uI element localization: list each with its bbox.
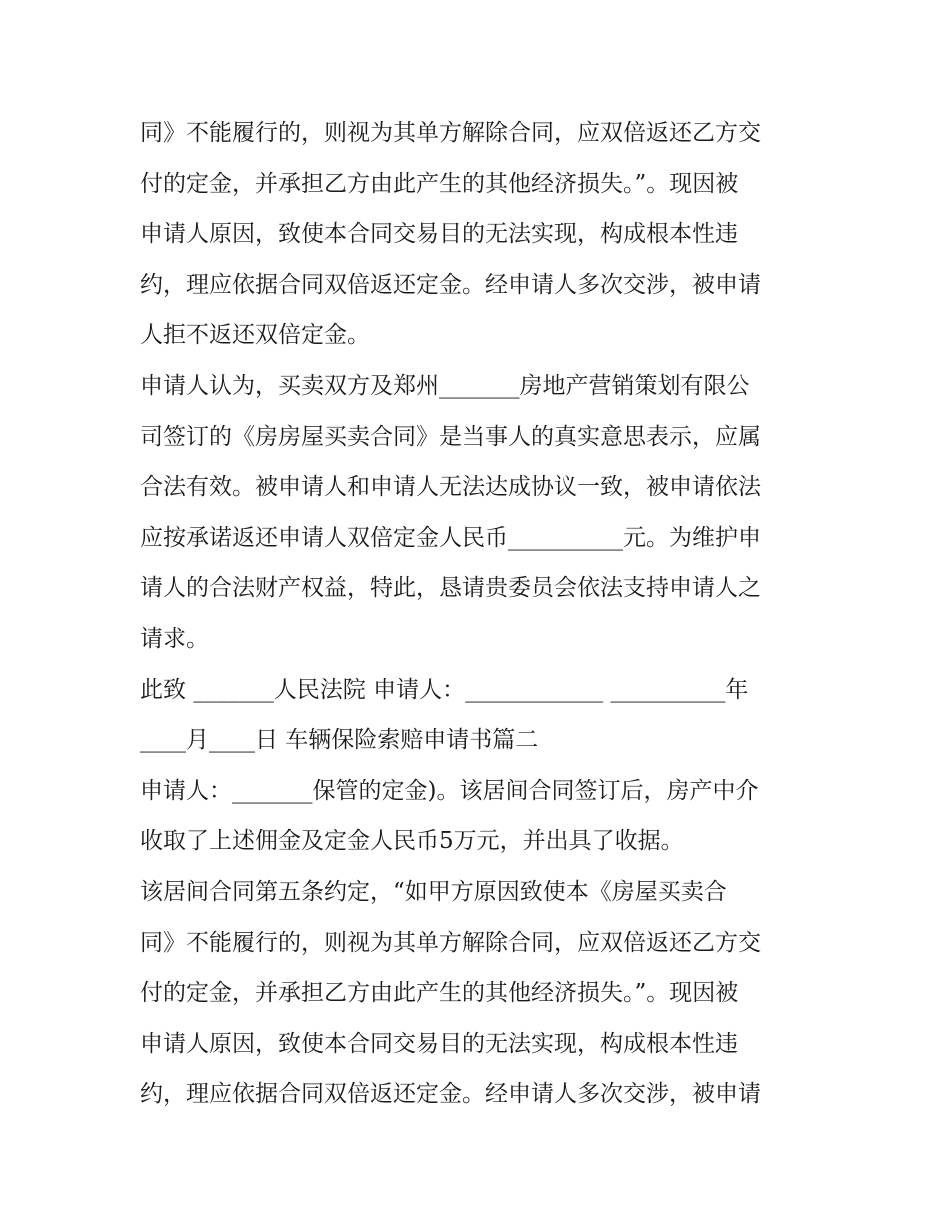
text-line: 约，理应依据合同双倍返还定金。经申请人多次交涉，被申请 — [140, 1081, 761, 1108]
text-line: 该居间合同第五条约定，“如甲方原因致使本《房屋买卖合 — [140, 878, 727, 905]
text-line: 付的定金，并承担乙方由此产生的其他经济损失。”。现因被 — [140, 170, 739, 197]
document-body — [140, 108, 820, 1120]
text-line: 应按承诺返还申请人双倍定金人民币__________元。为维护申 — [140, 524, 761, 551]
text-line: 人拒不返还双倍定金。 — [140, 322, 370, 349]
text-line: 司签订的《房房屋买卖合同》是当事人的真实意思表示，应属 — [140, 423, 761, 450]
text-line: 合法有效。被申请人和申请人无法达成协议一致，被申请依法 — [140, 474, 761, 501]
text-line: ____月____日 车辆保险索赔申请书篇二 — [140, 727, 539, 754]
text-line: 收取了上述佣金及定金人民币5万元，并出具了收据。 — [140, 828, 684, 855]
text-line: 约，理应依据合同双倍返还定金。经申请人多次交涉，被申请 — [140, 271, 761, 298]
text-line: 付的定金，并承担乙方由此产生的其他经济损失。”。现因被 — [140, 980, 739, 1007]
text-line: 同》不能履行的，则视为其单方解除合同，应双倍返还乙方交 — [140, 120, 761, 146]
text-line: 请求。 — [140, 625, 209, 652]
text-line: 此致 _______人民法院 申请人：____________ __________年 — [140, 676, 749, 703]
text-line: 申请人原因，致使本合同交易目的无法实现，构成根本性违 — [140, 221, 738, 248]
text-line: 申请人认为，买卖双方及郑州_______房地产营销策划有限公 — [140, 372, 750, 399]
text-line: 申请人：_______保管的定金)。该居间合同签订后，房产中介 — [140, 777, 759, 804]
text-line: 同》不能履行的，则视为其单方解除合同，应双倍返还乙方交 — [140, 929, 761, 956]
text-line: 申请人原因，致使本合同交易目的无法实现，构成根本性违 — [140, 1030, 738, 1057]
text-line: 请人的合法财产权益，特此，恳请贵委员会依法支持申请人之 — [140, 575, 761, 602]
